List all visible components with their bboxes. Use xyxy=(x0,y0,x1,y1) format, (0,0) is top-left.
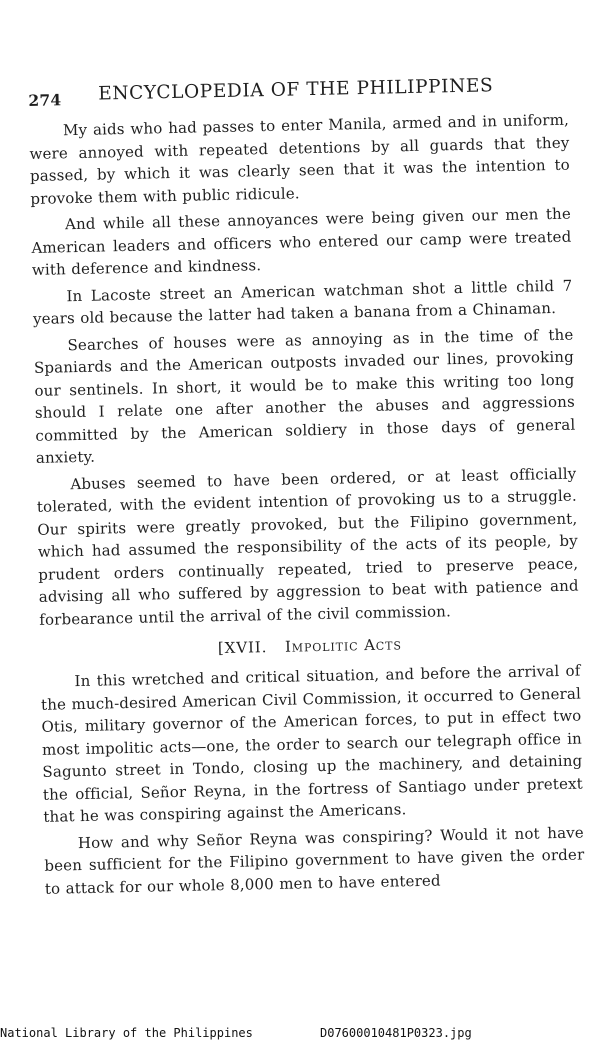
section-heading xyxy=(40,631,580,662)
section-title: Impolitic Acts xyxy=(284,635,402,656)
scan-footer xyxy=(0,1026,615,1040)
paragraph-searches: Searches of houses were as annoying as in the time of the Spaniards and the American outposts invaded our lines, provoking our sentinels. In short, it would be to make this writing too long should I relate one after another the abuses and aggressions committed by the American soldiery in those days of general anxiety. xyxy=(33,325,576,467)
paragraph-abuses: Abuses seemed to have been ordered, or at least officially tolerated, with the evident intention of provoking us to a struggle. Our spirits were greatly provoked, but the Filipino government, which had assumed the responsibility of the acts of its people, by prudent orders continually repeated, tried to preserve peace, advising all who suffered by aggression to beat with patience and forbearance until the arrival of the civil commission. xyxy=(36,464,579,629)
paragraph-reyna-question: How and why Señor Reyna was conspiring? Would it not have been sufficient for the Filipino government to have given the order to attack for our whole 8,000 men to have entered xyxy=(44,823,585,898)
book-page xyxy=(28,71,585,904)
footer-file-name: D07600010481P0323.jpg xyxy=(320,1026,472,1040)
paragraph-american-officers: And while all these annoyances were being given our men the American leaders and officers who entered our camp were treated with deference and kindness. xyxy=(31,204,572,279)
paragraph-aids-annoyed: My aids who had passes to enter Manila, armed and in uniform, were annoyed with repeated detentions by all guards that they passed, by which it was clearly seen that it was the intention to provoke them with public ridicule. xyxy=(29,110,571,208)
page-header xyxy=(28,71,569,116)
section-number: [XVII. xyxy=(217,638,268,658)
running-head: ENCYCLOPEDIA OF THE PHILIPPINES xyxy=(98,75,494,105)
footer-library-name: National Library of the Philippines xyxy=(0,1026,253,1040)
page-number: 274 xyxy=(28,90,62,110)
paragraph-impolitic-acts: In this wretched and critical situation, and before the arrival of the much-desired American Civil Commission, it occurred to General Otis, military governor of the American forces, to put in effect two most impolitic acts—one, the order to search our telegraph office in Sagunto street in Tondo, closing up the machinery, and detaining the official, Señor Reyna, in the fortress of Santiago under pretext that he was conspiring against the Americans. xyxy=(40,661,583,826)
paragraph-lacoste-street: In Lacoste street an American watchman shot a little child 7 years old because the latter had taken a banana from a Chinaman. xyxy=(32,276,573,328)
